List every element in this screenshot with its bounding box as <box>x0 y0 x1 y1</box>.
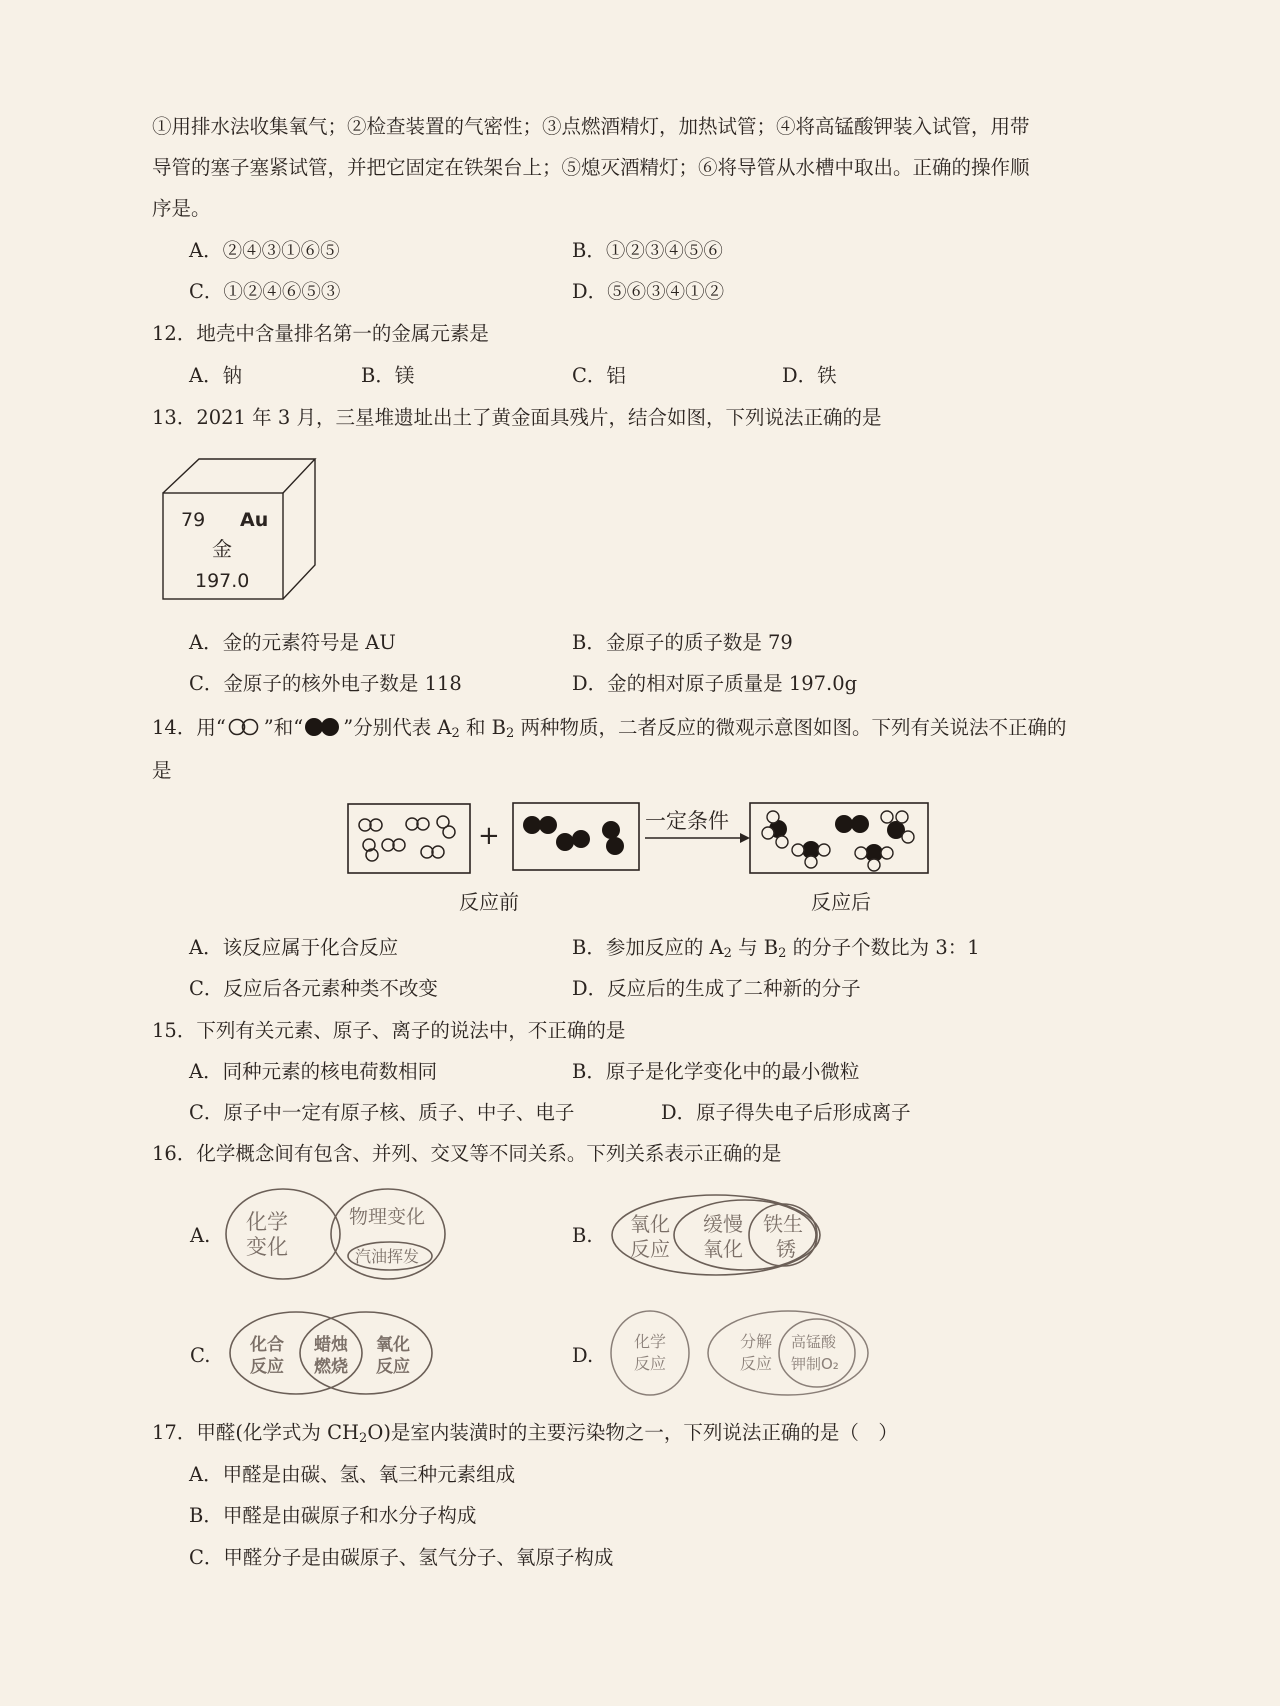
q14-option-a[interactable]: A．该反应属于化合反应 <box>189 936 399 959</box>
q13-option-a[interactable]: A．金的元素符号是 AU <box>189 631 396 654</box>
figb-outer-line2: 反应 <box>630 1237 670 1261</box>
q14-option-b[interactable] <box>572 935 980 967</box>
figa-inner: 汽油挥发 <box>355 1247 420 1266</box>
q15-stem: 15．下列有关元素、原子、离子的说法中，不正确的是 <box>152 1019 626 1042</box>
reaction-diagram <box>345 795 930 920</box>
reaction-condition: 一定条件 <box>645 809 729 833</box>
q13-option-d[interactable]: D．金的相对原子质量是 197.0g <box>572 672 858 695</box>
q14-stem-post: 两种物质，二者反应的微观示意图如图。下列有关说法不正确的 <box>514 716 1067 739</box>
figa-left-line1: 化学 <box>246 1210 288 1234</box>
q16-option-c-label[interactable]: C. <box>190 1344 211 1367</box>
q12-option-c[interactable]: C．铝 <box>572 364 626 387</box>
q14-stem-mid3: 和 B <box>459 716 507 739</box>
q17-stem-pre: 17．甲醛(化学式为 CH <box>152 1421 360 1444</box>
q17-stem-post: O)是室内装潢时的主要污染物之一，下列说法正确的是（ ） <box>367 1421 898 1444</box>
element-cube-drawing <box>155 455 325 605</box>
q15-option-d[interactable]: D．原子得失电子后形成离子 <box>661 1101 911 1124</box>
figc-left-line1: 化合 <box>250 1335 284 1355</box>
figc-right-line2: 反应 <box>376 1357 410 1377</box>
q14-sub-b: 2 <box>506 726 515 741</box>
a2-molecules <box>359 816 455 861</box>
figb-inner-line2: 锈 <box>776 1237 796 1261</box>
q16-figure-b <box>608 1191 828 1279</box>
q14-option-b-post: 的分子个数比为 3：1 <box>786 936 980 959</box>
q13-option-b[interactable]: B．金原子的质子数是 79 <box>572 631 793 654</box>
figb-outer-line1: 氧化 <box>630 1212 670 1236</box>
q14-stem-mid1: ”和“ <box>263 716 304 739</box>
q17-option-a[interactable]: A．甲醛是由碳、氢、氧三种元素组成 <box>189 1463 516 1486</box>
q17-stem-sub: 2 <box>359 1431 368 1446</box>
figb-mid-line1: 缓慢 <box>703 1212 743 1236</box>
q17-stem <box>152 1420 898 1452</box>
q13-stem: 13．2021 年 3 月，三星堆遗址出土了黄金面具残片，结合如图，下列说法正确的是 <box>152 406 882 429</box>
q12-option-d[interactable]: D．铁 <box>782 364 837 387</box>
q16-stem: 16．化学概念间有包含、并列、交叉等不同关系。下列关系表示正确的是 <box>152 1142 782 1165</box>
element-name: 金 <box>212 537 232 561</box>
q16-option-d-label[interactable]: D. <box>572 1344 594 1367</box>
figc-mid-line1: 蜡烛 <box>314 1335 348 1355</box>
q14-option-d[interactable]: D．反应后的生成了二种新的分子 <box>572 977 861 1000</box>
q16-figure-c <box>226 1308 436 1398</box>
q11-option-d[interactable]: D．⑤⑥③④①② <box>572 280 725 303</box>
q11-option-b[interactable]: B．①②③④⑤⑥ <box>572 239 723 262</box>
q11-option-c[interactable]: C．①②④⑥⑤③ <box>189 280 341 303</box>
figa-right: 物理变化 <box>349 1206 426 1228</box>
reactant-a2-box <box>348 804 470 873</box>
figd-right-line1: 分解 <box>740 1332 773 1351</box>
q17-option-c[interactable]: C．甲醛分子是由碳原子、氢气分子、氧原子构成 <box>189 1546 614 1569</box>
q16-figure-a <box>225 1186 455 1284</box>
q12-stem: 12．地壳中含量排名第一的金属元素是 <box>152 322 489 345</box>
q11-option-a[interactable]: A．②④③①⑥⑤ <box>189 239 340 262</box>
q12-option-b[interactable]: B．镁 <box>361 364 415 387</box>
q14-stem-line1 <box>152 715 1067 747</box>
a2-molecule-icon <box>226 717 264 737</box>
q17-option-b[interactable]: B．甲醛是由碳原子和水分子构成 <box>189 1504 477 1527</box>
product-molecules <box>762 811 914 871</box>
q13-option-c[interactable]: C．金原子的核外电子数是 118 <box>189 672 462 695</box>
q16-figure-d <box>608 1305 873 1401</box>
q14-option-c[interactable]: C．反应后各元素种类不改变 <box>189 977 438 1000</box>
q12-option-a[interactable]: A．钠 <box>189 364 243 387</box>
q14-option-b-sub1: 2 <box>723 946 732 961</box>
q14-option-b-mid: 与 B <box>731 936 779 959</box>
figc-mid-line2: 燃烧 <box>314 1357 348 1377</box>
element-card-figure <box>155 455 325 605</box>
element-atomic-number: 79 <box>181 509 206 531</box>
q16-option-b-label[interactable]: B. <box>572 1224 593 1247</box>
q15-option-c[interactable]: C．原子中一定有原子核、质子、中子、电子 <box>189 1101 575 1124</box>
label-before-reaction: 反应前 <box>459 890 519 914</box>
figd-inner-line2: 钾制O₂ <box>791 1355 839 1373</box>
q14-stem-mid2: ”分别代表 A <box>343 716 452 739</box>
figb-mid-line2: 氧化 <box>703 1237 743 1261</box>
q11-stem-line2: 导管的塞子塞紧试管，并把它固定在铁架台上；⑤熄灭酒精灯；⑥将导管从水槽中取出。正确的操作顺 <box>152 156 1030 179</box>
b2-molecule-icon <box>303 716 343 738</box>
q16-option-a-label[interactable]: A. <box>190 1224 211 1247</box>
q14-stem-line2: 是 <box>152 759 172 782</box>
figd-left-line2: 反应 <box>634 1354 667 1373</box>
label-after-reaction: 反应后 <box>811 890 871 914</box>
q15-option-a[interactable]: A．同种元素的核电荷数相同 <box>189 1060 438 1083</box>
plus-sign: + <box>478 821 500 851</box>
q14-stem-pre: 14．用“ <box>152 716 226 739</box>
b2-molecules <box>523 816 624 855</box>
figc-right-line1: 氧化 <box>376 1335 410 1355</box>
q11-stem-line3: 序是。 <box>152 197 211 220</box>
figd-right-line2: 反应 <box>740 1354 773 1373</box>
figd-left-line1: 化学 <box>634 1332 667 1351</box>
figc-left-line2: 反应 <box>250 1357 284 1377</box>
figd-inner-line1: 高锰酸 <box>791 1333 837 1351</box>
q14-sub-a: 2 <box>451 726 460 741</box>
reaction-arrow-head <box>740 833 750 843</box>
q14-option-b-sub2: 2 <box>778 946 787 961</box>
element-symbol: Au <box>240 509 269 531</box>
figa-left-line2: 变化 <box>246 1235 288 1259</box>
figb-inner-line1: 铁生 <box>763 1212 803 1236</box>
q11-stem-line1: ①用排水法收集氧气；②检查装置的气密性；③点燃酒精灯，加热试管；④将高锰酸钾装入试管，用带 <box>152 115 1030 138</box>
element-atomic-mass: 197.0 <box>195 570 250 592</box>
q15-option-b[interactable]: B．原子是化学变化中的最小微粒 <box>572 1060 860 1083</box>
q14-option-b-pre: B．参加反应的 A <box>572 936 724 959</box>
